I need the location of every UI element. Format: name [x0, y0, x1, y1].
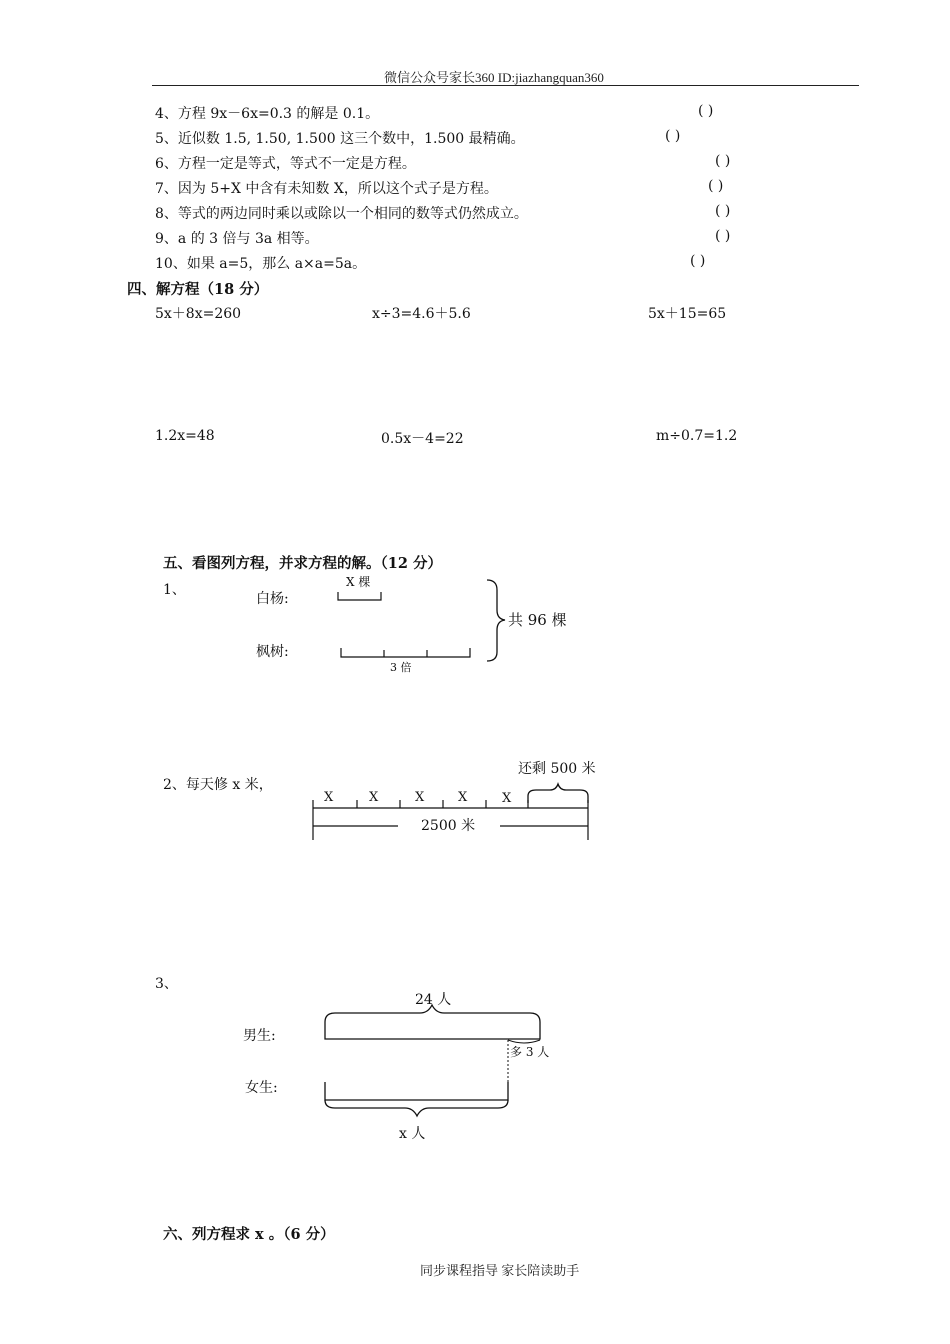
section-5-title: 五、看图列方程，并求方程的解。（12 分）	[163, 555, 442, 572]
maple-segment	[341, 648, 470, 657]
day-ticks	[313, 800, 588, 808]
girls-label: 女生:	[245, 1080, 278, 1096]
more-label: 多 3 人	[510, 1045, 550, 1059]
problem-3-diagram	[155, 976, 549, 1142]
equation-4: 1.2x=48	[155, 428, 215, 444]
poplar-segment	[338, 592, 381, 600]
judgement-item-8: 8、等式的两边同时乘以或除以一个相同的数等式仍然成立。	[155, 206, 528, 222]
problem-2-diagram	[163, 760, 596, 840]
answer-blank-4: ( )	[698, 103, 714, 119]
equation-6: m÷0.7=1.2	[656, 428, 738, 444]
x-mark-4: X	[458, 790, 468, 805]
girls-bar	[325, 1082, 508, 1100]
x-mark-3: X	[415, 790, 425, 805]
section-6-title: 六、列方程求 x 。（6 分）	[163, 1226, 335, 1243]
more-brace	[508, 1040, 540, 1043]
total-trees-label: 共 96 棵	[508, 611, 567, 629]
remain-label: 还剩 500 米	[518, 761, 596, 777]
problem-3-number: 3、	[155, 976, 178, 992]
girls-count-label: x 人	[399, 1126, 426, 1142]
answer-blank-5: ( )	[665, 128, 681, 144]
boys-label: 男生:	[243, 1028, 276, 1044]
poplar-label: 白杨:	[256, 591, 289, 607]
page-header: 微信公众号家长360 ID:jiazhangquan360	[384, 70, 604, 85]
times-label: 3 倍	[390, 661, 412, 674]
x-mark-1: X	[324, 790, 334, 805]
equation-5: 0.5x－4=22	[381, 431, 464, 447]
equation-2: x÷3=4.6＋5.6	[372, 306, 471, 322]
equation-1: 5x＋8x=260	[155, 306, 242, 322]
maple-label: 枫树:	[256, 644, 289, 660]
equation-3: 5x＋15=65	[648, 306, 727, 322]
remain-brace	[528, 784, 588, 803]
boys-bar	[325, 1022, 540, 1039]
x-trees-label: X 棵	[346, 575, 371, 589]
answer-blank-8: ( )	[715, 203, 731, 219]
problem-2-number: 2、每天修 x 米，	[163, 777, 273, 793]
boys-count-label: 24 人	[415, 992, 452, 1008]
judgement-item-7: 7、因为 5+X 中含有未知数 X，所以这个式子是方程。	[155, 181, 498, 197]
answer-blank-9: ( )	[715, 228, 731, 244]
answer-blank-7: ( )	[708, 178, 724, 194]
problem-1-diagram	[256, 574, 567, 674]
problem-1-number: 1、	[163, 582, 186, 598]
judgement-item-5: 5、近似数 1.5, 1.50, 1.500 这三个数中，1.500 最精确。	[155, 131, 525, 147]
judgement-item-10: 10、如果 a=5，那么 a×a=5a。	[155, 256, 367, 272]
judgement-item-9: 9、a 的 3 倍与 3a 相等。	[155, 231, 319, 247]
page-footer: 同步课程指导 家长陪读助手	[420, 1263, 580, 1278]
girls-bottom-brace	[325, 1100, 508, 1116]
judgement-item-6: 6、方程一定是等式，等式不一定是方程。	[155, 156, 416, 172]
answer-blank-6: ( )	[715, 153, 731, 169]
x-mark-2: X	[369, 790, 379, 805]
total-brace	[487, 580, 505, 661]
answer-blank-10: ( )	[690, 253, 706, 269]
x-mark-5: X	[502, 791, 512, 806]
section-4-title: 四、解方程（18 分）	[127, 281, 269, 298]
judgement-item-4: 4、方程 9x－6x=0.3 的解是 0.1。	[155, 106, 380, 122]
total-length-label: 2500 米	[421, 818, 476, 834]
